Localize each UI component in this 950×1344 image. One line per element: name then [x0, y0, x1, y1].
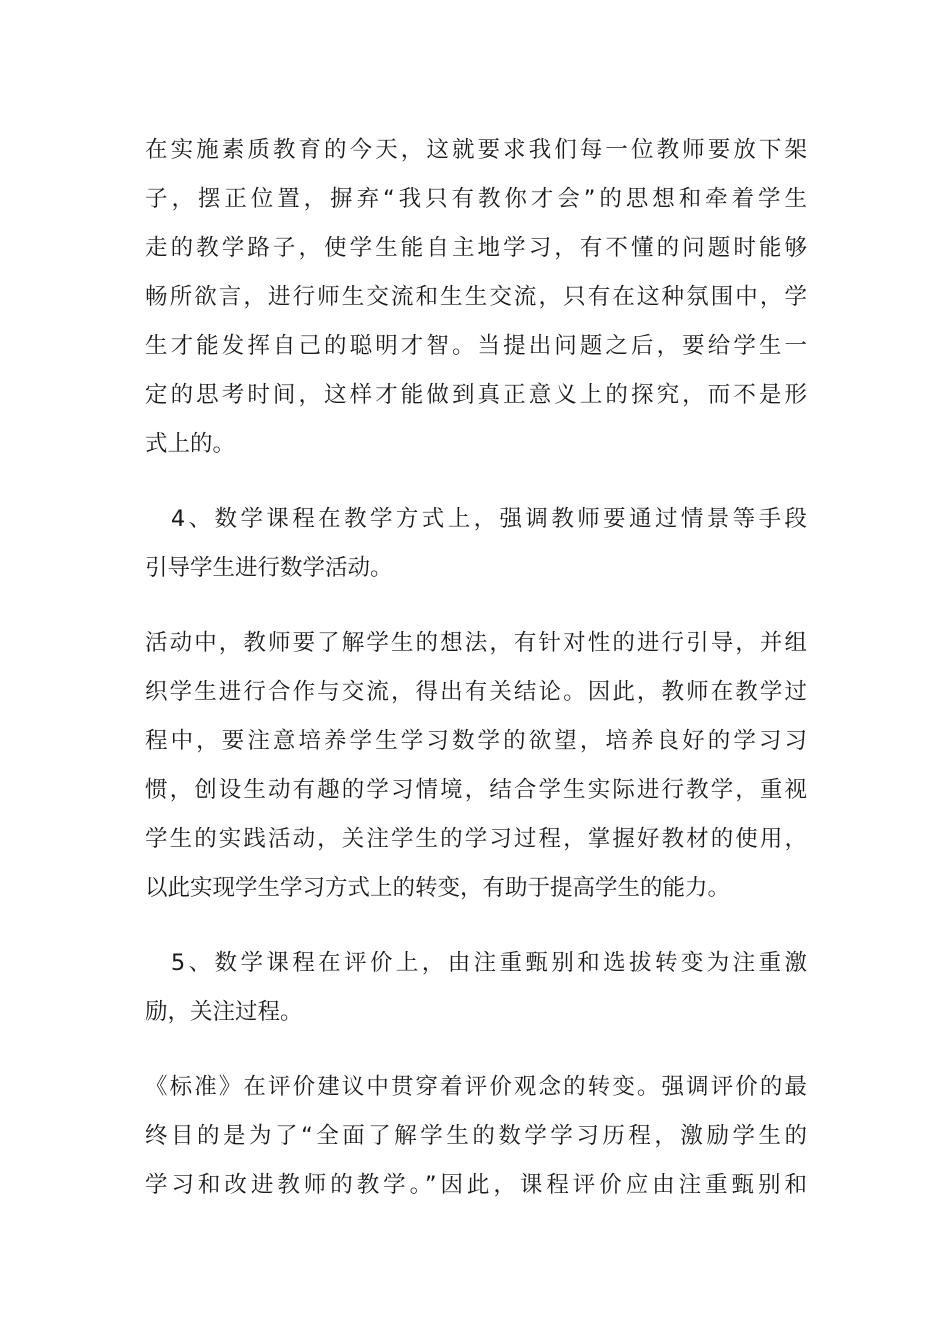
- text-line: 定的思考时间，这样才能做到真正意义上的探究，而不是形: [145, 382, 807, 408]
- text-line: 走的教学路子，使学生能自主地学习，有不懂的问题时能够: [145, 235, 807, 261]
- paragraph-evaluation: [145, 1063, 807, 1210]
- text-line: 惯，创设生动有趣的学习情境，结合学生实际进行教学，重视: [145, 777, 807, 803]
- heading-line: 5、数学课程在评价上，由注重甄别和选拔转变为注重激: [145, 950, 807, 976]
- text-line: 子，摆正位置，摒弃“我只有教你才会”的思想和牵着学生: [145, 186, 807, 212]
- document-body: [145, 126, 807, 1210]
- text-line: 生才能发挥自己的聪明才智。当提出问题之后，要给学生一: [145, 333, 807, 359]
- paragraph-gap: [145, 469, 807, 495]
- heading-line: 励，关注过程。: [145, 999, 303, 1025]
- text-line: 式上的。: [145, 431, 236, 457]
- paragraph-gap: [145, 593, 807, 619]
- paragraph-activities: [145, 619, 807, 913]
- paragraph-gap: [145, 913, 807, 939]
- text-line: 在实施素质教育的今天，这就要求我们每一位教师要放下架: [145, 137, 807, 163]
- section-heading-5: [145, 939, 807, 1037]
- heading-line: 4、数学课程在教学方式上，强调教师要通过情景等手段: [145, 506, 807, 532]
- section-heading-4: [145, 495, 807, 593]
- text-line: 学生的实践活动，关注学生的学习过程，掌握好教材的使用，: [145, 826, 807, 852]
- text-line: 终目的是为了“全面了解学生的数学学习历程，激励学生的: [145, 1123, 807, 1149]
- paragraph-teacher-role: [145, 126, 807, 469]
- heading-line: 引导学生进行数学活动。: [145, 555, 393, 581]
- text-line: 学习和改进教师的教学。”因此，课程评价应由注重甄别和: [145, 1172, 807, 1198]
- text-line: 《标准》在评价建议中贯穿着评价观念的转变。强调评价的最: [145, 1074, 807, 1100]
- text-line: 活动中，教师要了解学生的想法，有针对性的进行引导，并组: [145, 630, 807, 656]
- paragraph-gap: [145, 1037, 807, 1063]
- text-line: 以此实现学生学习方式上的转变，有助于提高学生的能力。: [145, 875, 731, 901]
- text-line: 畅所欲言，进行师生交流和生生交流，只有在这种氛围中，学: [145, 284, 807, 310]
- text-line: 织学生进行合作与交流，得出有关结论。因此，教师在教学过: [145, 679, 807, 705]
- text-line: 程中，要注意培养学生学习数学的欲望，培养良好的学习习: [145, 728, 807, 754]
